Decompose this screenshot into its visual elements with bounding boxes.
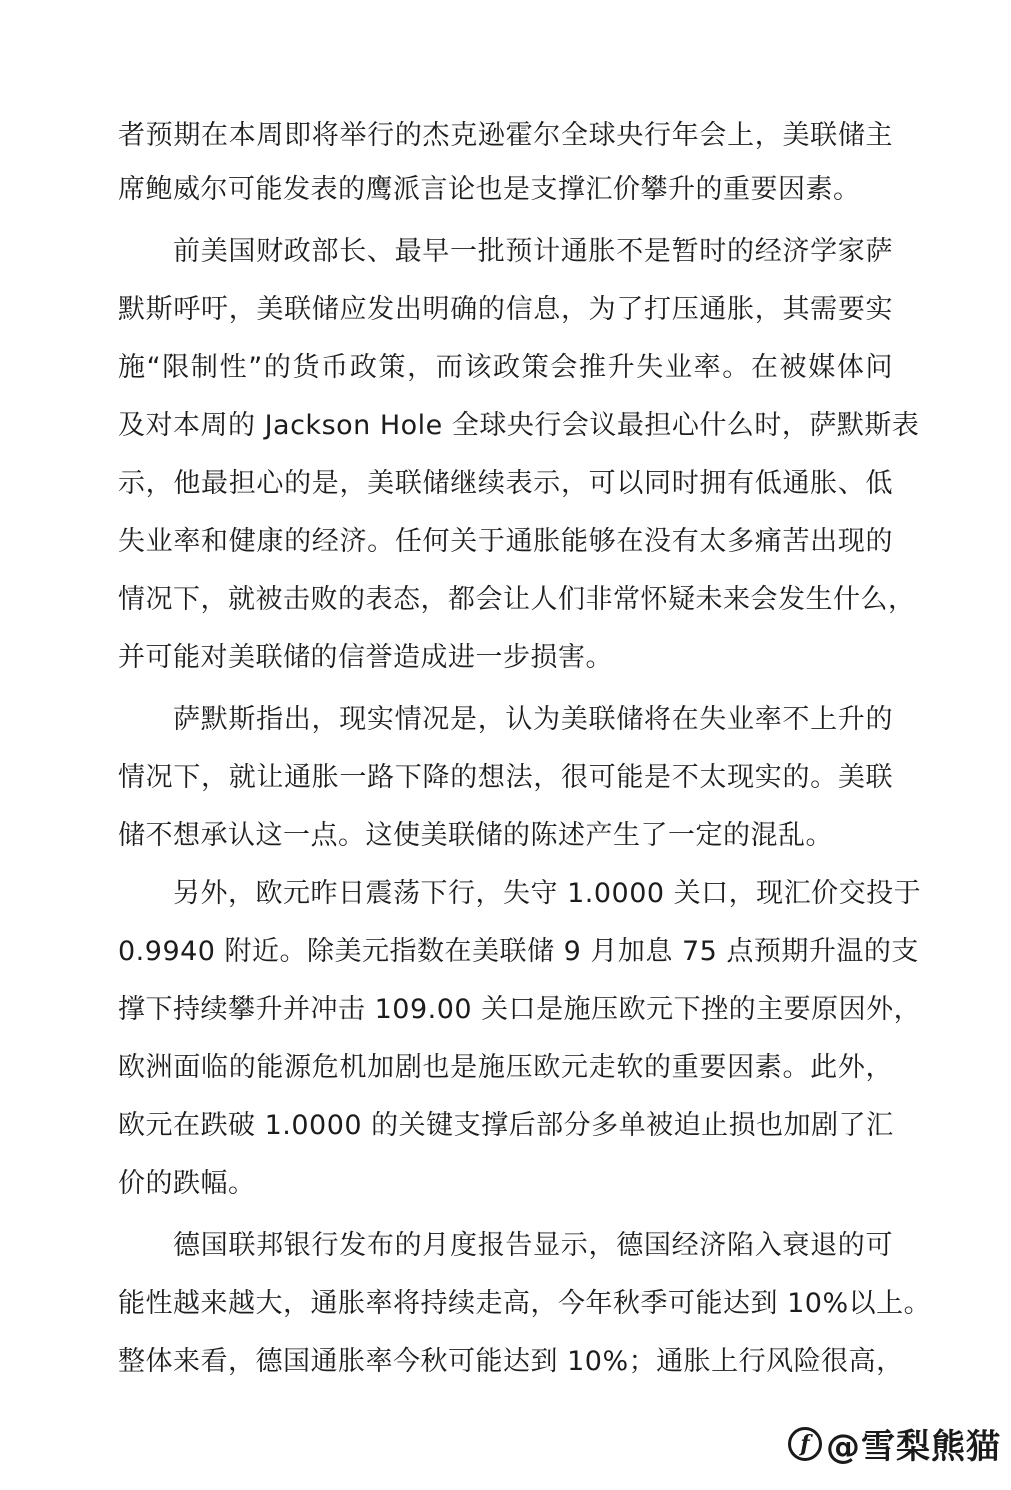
watermark bbox=[788, 1419, 1001, 1468]
paragraph-line: 失业率和健康的经济。任何关于通胀能够在没有太多痛苦出现的 bbox=[118, 526, 893, 557]
paragraph-line: 默斯呼吁，美联储应发出明确的信息，为了打压通胀，其需要实 bbox=[118, 294, 893, 325]
paragraph-line: 情况下，就被击败的表态，都会让人们非常怀疑未来会发生什么， bbox=[118, 584, 916, 615]
paragraph-line: 及对本周的 Jackson Hole 全球央行会议最担心什么时，萨默斯表 bbox=[118, 410, 920, 441]
paragraph-line: 欧元在跌破 1.0000 的关键支撑后部分多单被迫止损也加剧了汇 bbox=[118, 1110, 894, 1141]
paragraph-line: 价的跌幅。 bbox=[118, 1168, 256, 1199]
paragraph-line: 情况下，就让通胀一路下降的想法，很可能是不太现实的。美联 bbox=[118, 762, 893, 793]
paragraph-line: 整体来看，德国通胀率今秋可能达到 10%；通胀上行风险很高， bbox=[118, 1346, 904, 1377]
paragraph-line: 萨默斯指出，现实情况是，认为美联储将在失业率不上升的 bbox=[173, 704, 893, 735]
paragraph-line: 另外，欧元昨日震荡下行，失守 1.0000 关口，现汇价交投于 bbox=[173, 878, 922, 909]
paragraph-line: 撑下持续攀升并冲击 109.00 关口是施压欧元下挫的主要原因外， bbox=[118, 994, 922, 1025]
paragraph-line: 施“限制性”的货币政策，而该政策会推升失业率。在被媒体问 bbox=[118, 352, 893, 383]
paragraph-line: 0.9940 附近。除美元指数在美联储 9 月加息 75 点预期升温的支 bbox=[118, 936, 919, 967]
watermark-text: @雪梨熊猫 bbox=[826, 1427, 1001, 1467]
snowball-logo-icon: f bbox=[788, 1427, 822, 1461]
paragraph-line: 前美国财政部长、最早一批预计通胀不是暂时的经济学家萨 bbox=[173, 236, 893, 267]
paragraph-line: 储不想承认这一点。这使美联储的陈述产生了一定的混乱。 bbox=[118, 820, 833, 851]
paragraph-line: 者预期在本周即将举行的杰克逊霍尔全球央行年会上，美联储主 bbox=[118, 120, 893, 151]
paragraph-line: 席鲍威尔可能发表的鹰派言论也是支撑汇价攀升的重要因素。 bbox=[118, 174, 861, 205]
paragraph-line: 示，他最担心的是，美联储继续表示，可以同时拥有低通胀、低 bbox=[118, 468, 893, 499]
paragraph-line: 德国联邦银行发布的月度报告显示，德国经济陷入衰退的可 bbox=[173, 1230, 893, 1261]
paragraph-line: 能性越来越大，通胀率将持续走高，今年秋季可能达到 10%以上。 bbox=[118, 1288, 932, 1319]
paragraph-line: 欧洲面临的能源危机加剧也是施压欧元走软的重要因素。此外， bbox=[118, 1052, 893, 1083]
paragraph-line: 并可能对美联储的信誉造成进一步损害。 bbox=[118, 642, 613, 673]
